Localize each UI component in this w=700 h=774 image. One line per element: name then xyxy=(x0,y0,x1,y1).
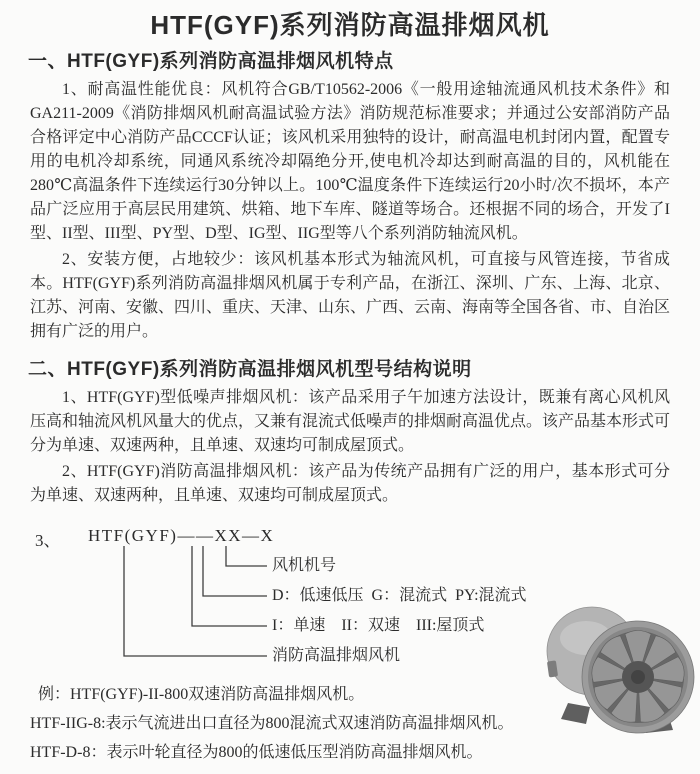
page-title: HTF(GYF)系列消防高温排烟风机 xyxy=(150,10,550,40)
label-type-letter: D：低速低压 G：混流式 PY:混流式 xyxy=(272,587,527,604)
model-code: HTF(GYF)——XX—X xyxy=(88,526,275,545)
label-product-name: 消防高温排烟风机 xyxy=(272,647,401,664)
example-line-1: 例：HTF(GYF)-II-800双速消防高温排烟风机。 xyxy=(38,686,365,703)
document-page xyxy=(0,8,700,774)
example-line-3: HTF-D-8：表示叶轮直径为800的低速低压型消防高温排烟风机。 xyxy=(30,744,483,761)
diagram-item-number: 3、 xyxy=(35,531,61,550)
section1-paragraph-1: 1、耐高温性能优良：风机符合GB/T10562-2006《一般用途轴流通风机技术条件》和GA211-2009《消防排烟风机耐高温试验方法》消防规范标准要求；并通过公安部消防产品合格评定中心消防产品CCCF认证；该风机采用独特的设计，耐高温电机封闭内置，配置专用的电机冷却系统，同通风系统冷却隔绝分开,使电机冷却达到耐高温的目的，风机能在280℃高温条件下连续运行30分钟以上。100℃温度条件下连续运行20小时/次不损坏，本产品广泛应用于高层民用建筑、烘箱、地下车库、隧道等场合。还根据不同的场合，开发了I型、II型、III型、PY型、D型、IG型、IIG型等八个系列消防轴流风机。 xyxy=(30,81,670,242)
fan-photo xyxy=(546,605,696,735)
section2-heading: 二、HTF(GYF)系列消防高温排烟风机型号结构说明 xyxy=(28,359,472,380)
label-speed-type: I：单速 II：双速 III:屋顶式 xyxy=(272,617,485,634)
example-line-2: HTF-IIG-8:表示气流进出口直径为800混流式双速消防高温排烟风机。 xyxy=(30,715,514,732)
section1-heading: 一、HTF(GYF)系列消防高温排烟风机特点 xyxy=(28,51,394,72)
section2-paragraph-2: 2、HTF(GYF)消防高温排烟风机：该产品为传统产品拥有广泛的用户，基本形式可分为单速、双速两种，且单速、双速均可制成屋顶式。 xyxy=(30,463,670,504)
section1-paragraph-2: 2、安装方便，占地较少：该风机基本形式为轴流风机，可直接与风管连接，节省成本。HTF(GYF)系列消防高温排烟风机属于专利产品，在浙江、深圳、广东、上海、北京、江苏、河南、安徽、四川、重庆、天津、山东、广西、云南、海南等全国各省、市、自治区拥有广泛的用户。 xyxy=(30,251,671,340)
label-fan-number: 风机机号 xyxy=(272,557,337,574)
section2-paragraph-1: 1、HTF(GYF)型低噪声排烟风机：该产品采用子午加速方法设计，既兼有离心风机风压高和轴流风机风量大的优点，又兼有混流式低噪声的排烟耐高温优点。该产品基本形式可分为单速、双速两种，且单速、双速均可制成屋顶式。 xyxy=(30,389,671,454)
